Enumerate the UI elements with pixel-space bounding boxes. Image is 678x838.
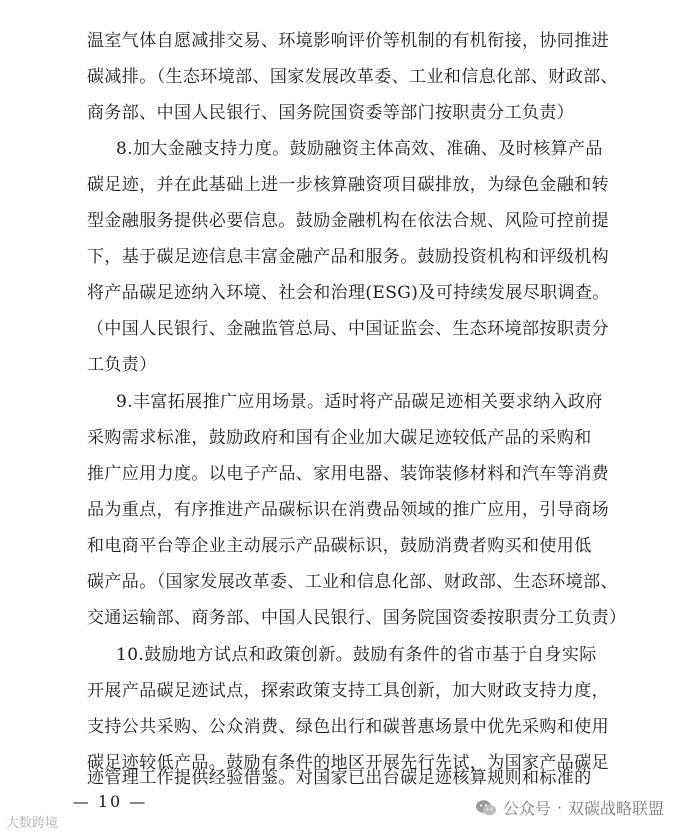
watermark-left: 大数跨境 [6, 816, 59, 831]
paragraph-10-heading-line: 10.鼓励地方试点和政策创新。鼓励有条件的省市基于自身实际 [116, 645, 597, 665]
text-line-22: 迹管理工作提供经验借鉴。对国家已出台碳足迹核算规则和标准的 [87, 768, 592, 788]
paragraph-9-heading-line: 9.丰富拓展推广应用场景。适时将产品碳足迹相关要求纳入政府 [116, 392, 603, 412]
wechat-account-name: 双碳战略联盟 [567, 799, 664, 818]
text-line-15: 和电商平台等企业主动展示产品碳标识，鼓励消费者购买和使用低 [87, 536, 592, 556]
text-line-3: 商务部、中国人民银行、国务院国资委等部门按职责分工负责） [87, 103, 575, 123]
text-line-10: 工负责） [87, 355, 157, 375]
text-line-1: 温室气体自愿减排交易、环境影响评价等机制的有机衔接，协同推进 [87, 31, 609, 51]
text-line-2: 碳减排。（生态环境部、国家发展改革委、工业和信息化部、财政部、 [87, 67, 618, 87]
text-line-12: 采购需求标准，鼓励政府和国有企业加大碳足迹较低产品的采购和 [87, 428, 592, 448]
text-line-6: 型金融服务提供必要信息。鼓励金融机构在依法合规、风险可控前提 [87, 211, 609, 231]
wechat-separator: · [556, 798, 562, 817]
text-line-14: 品为重点，有序推进产品碳标识在消费品领域的推广应用，引导商场 [87, 500, 609, 520]
chat-bubble-icon [475, 799, 497, 817]
text-line-9: （中国人民银行、金融监管总局、中国证监会、生态环境部按职责分 [87, 319, 609, 339]
text-line-20: 支持公共采购、公众消费、绿色出行和碳普惠场景中优先采购和使用 [87, 717, 609, 737]
text-line-7: 下，基于碳足迹信息丰富金融产品和服务。鼓励投资机构和评级机构 [87, 247, 609, 267]
page-number: — 10 — [72, 792, 148, 811]
text-line-5: 碳足迹，并在此基础上进一步核算融资项目碳排放，为绿色金融和转 [87, 175, 609, 195]
text-line-21: 碳足迹较低产品。鼓励有条件的地区开展先行先试，为国家产品碳足 [87, 753, 609, 773]
text-line-8: 将产品碳足迹纳入环境、社会和治理(ESG)及可持续发展尽职调查。 [87, 283, 610, 303]
text-line-13: 推广应用力度。以电子产品、家用电器、装饰装修材料和汽车等消费 [87, 464, 609, 484]
wechat-watermark [475, 796, 664, 819]
wechat-prefix: 公众号 [502, 799, 551, 818]
text-line-16: 碳产品。（国家发展改革委、工业和信息化部、财政部、生态环境部、 [87, 572, 618, 592]
paragraph-8-heading-line: 8.加大金融支持力度。鼓励融资主体高效、准确、及时核算产品 [116, 139, 603, 159]
text-line-19: 开展产品碳足迹试点，探索政策支持工具创新，加大财政支持力度， [87, 681, 609, 701]
text-line-17: 交通运输部、商务部、中国人民银行、国务院国资委按职责分工负责） [87, 608, 627, 628]
